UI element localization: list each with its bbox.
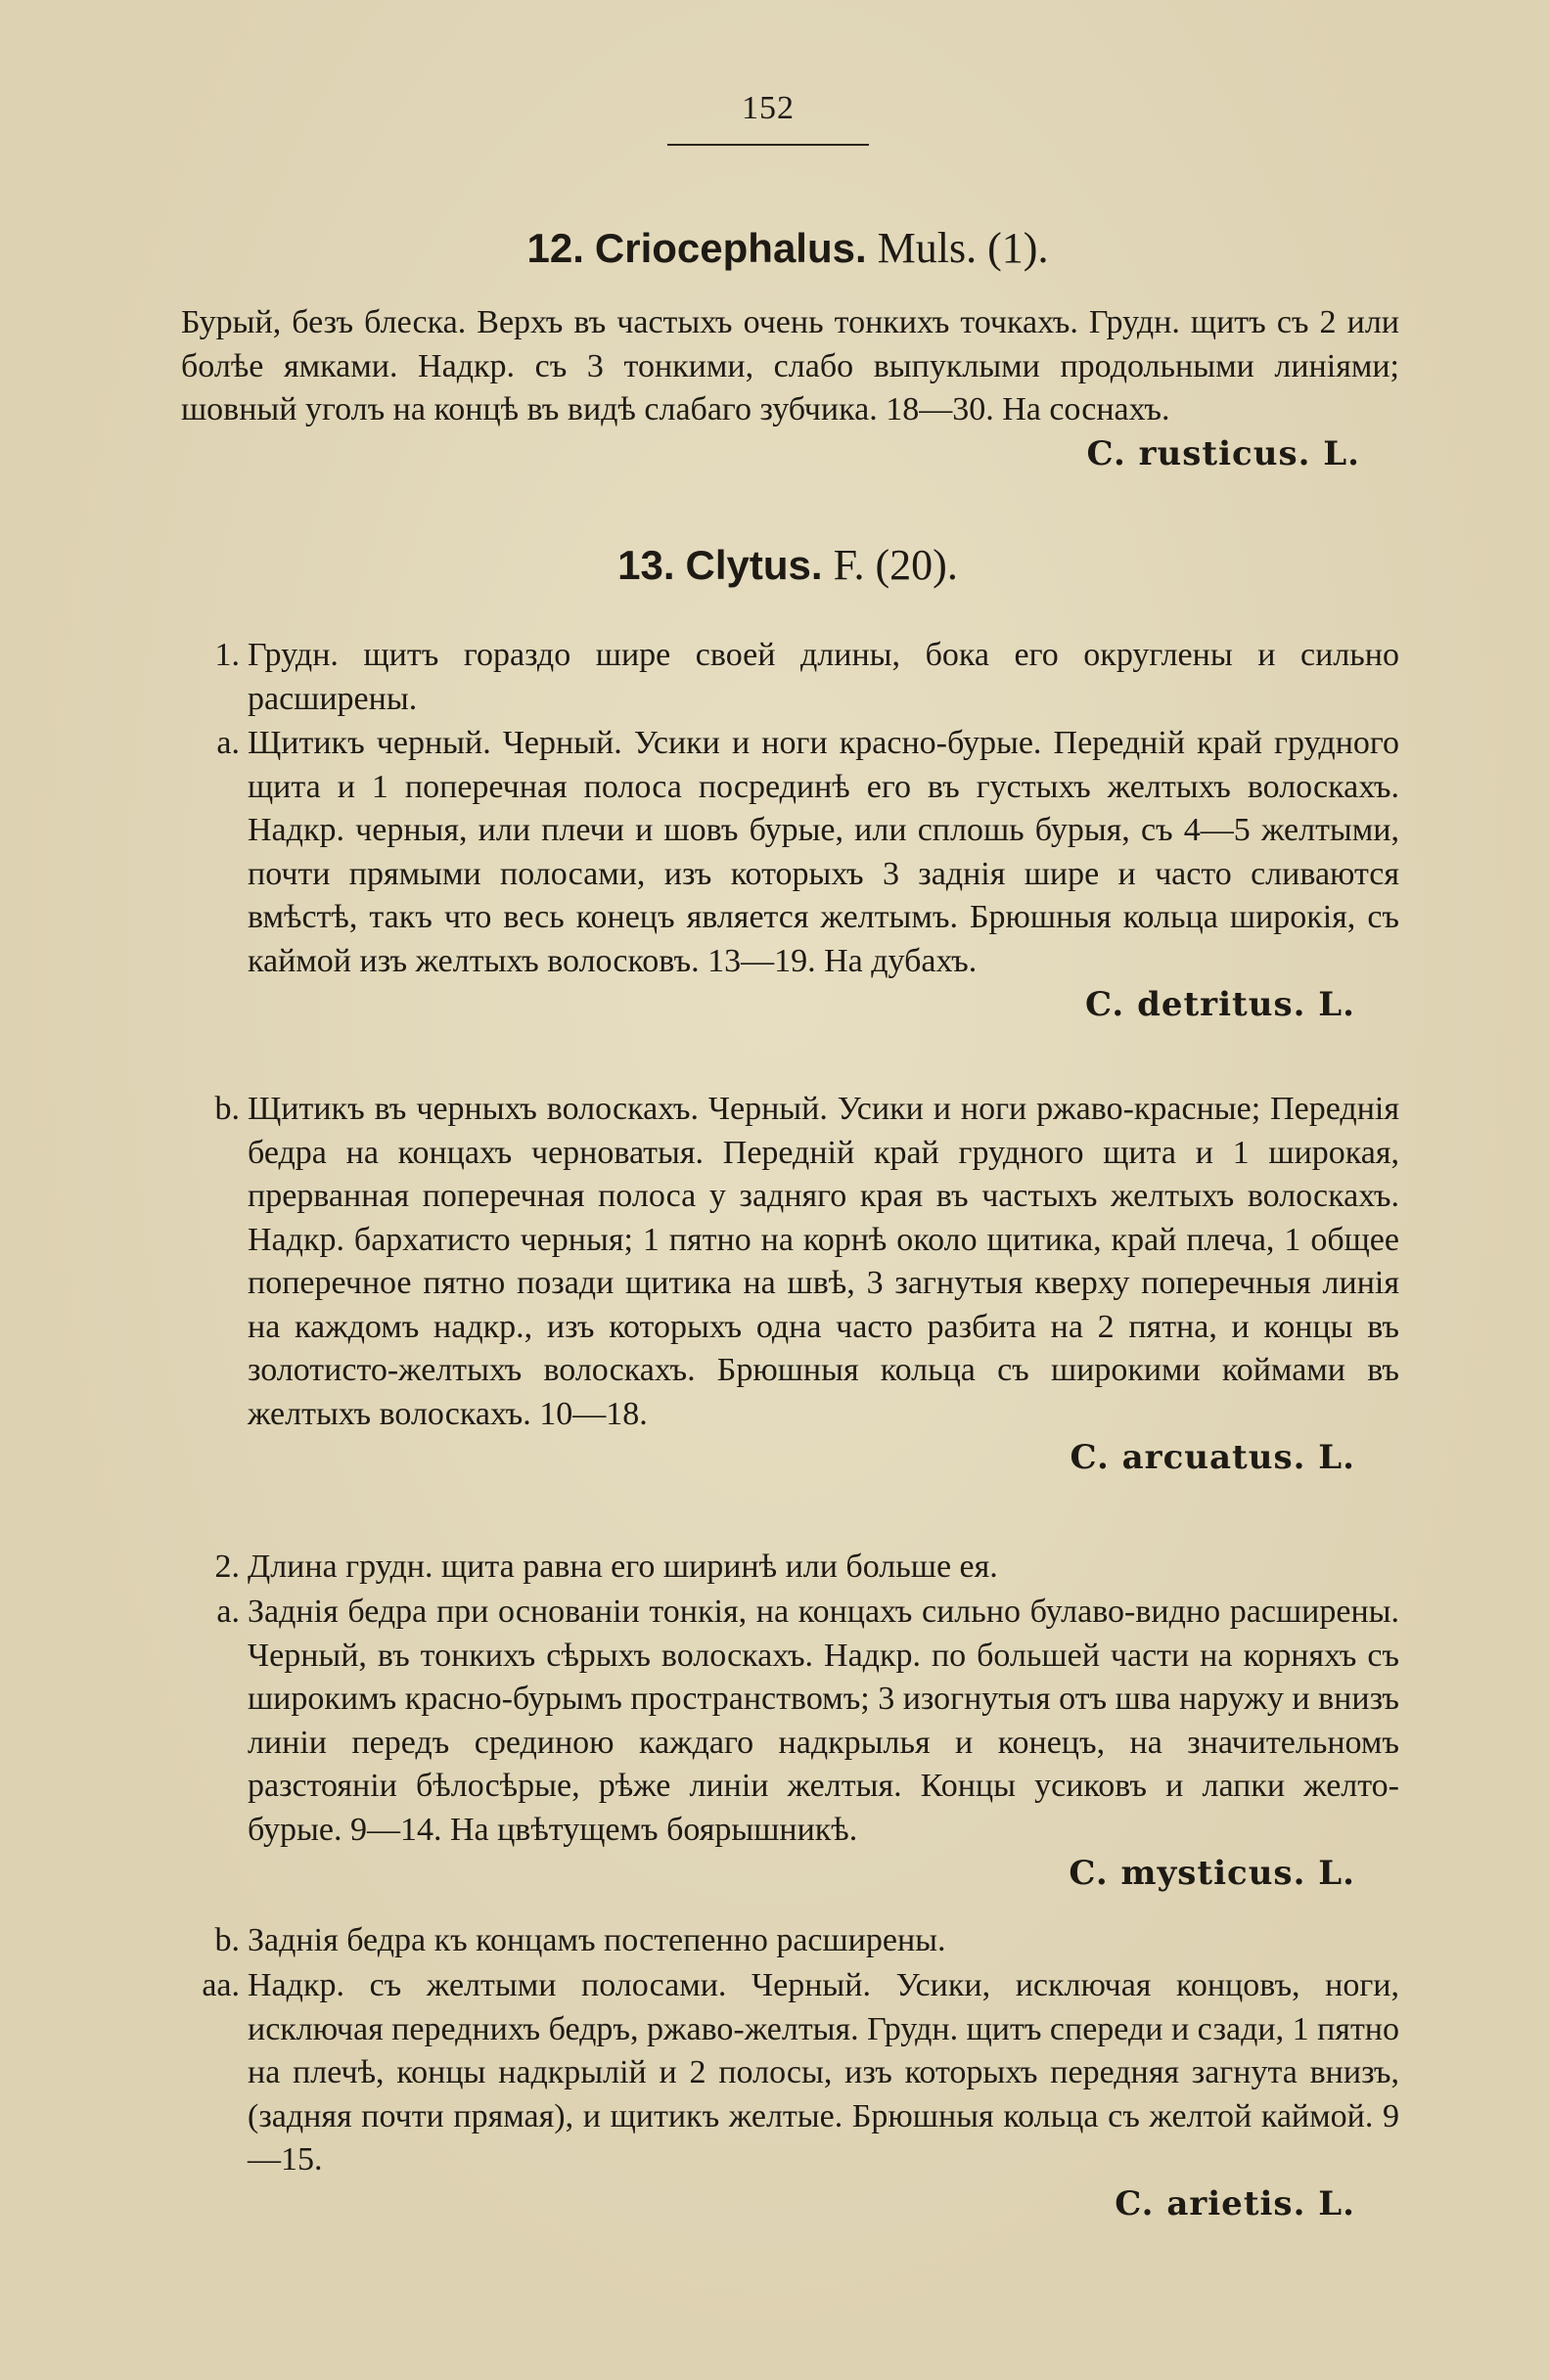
genus-number: 12. [526,225,584,271]
genus-heading-criocephalus [181,223,1394,273]
key-mark: b. [214,1922,240,1958]
species-name: C. arcuatus. L. [1070,1438,1355,1477]
genus-name: Criocephalus. [594,225,867,271]
species-name: C. arietis. L. [1115,2183,1355,2223]
key-text: Заднія бедра къ концамъ постепенно расширены. [248,1922,946,1958]
genus-name: Clytus. [685,542,823,588]
key-item [181,1088,1399,1481]
key-item [181,634,1399,721]
genus-author: F. [833,541,865,589]
genus-species-count: (1). [987,224,1049,272]
key-item [181,722,1399,1028]
species-name: C. rusticus. L. [1086,433,1360,473]
key-mark: b. [214,1091,240,1127]
genus-species-count: (20). [875,541,958,589]
key-mark: a. [216,1594,240,1630]
key-mark: 1. [214,637,240,673]
key-text: Щитикъ черный. Черный. Усики и ноги красно-бурые. Передній край грудного щита и 1 поперечная полоса посрединѣ его въ густыхъ желтыхъ волоскахъ. Надкр. черныя, или плечи и шовъ бурые, или сплошь бурыя, съ 4—5 желтыми, почти прямыми полосами, изъ которыхъ 3 заднія шире и часто сливаются вмѣстѣ, такъ что весь конецъ является желтымъ. Брюшныя кольца широкія, съ каймой изъ желтыхъ волосковъ. 13—19. На дубахъ. [248,725,1399,979]
key-item [181,1964,1399,2226]
page-number: 152 [742,90,795,126]
key-text: Надкр. съ желтыми полосами. Черный. Усики, исключая концовъ, ноги, исключая переднихъ бедръ, ржаво-желтыя. Грудн. щитъ спереди и сзади, 1 пятно на плечѣ, концы надкрылій и 2 полосы, изъ которыхъ передняя загнута внизъ, (задняя почти прямая), и щитикъ желтые. Брюшныя кольца съ желтой каймой. 9—15. [248,1967,1399,2178]
key-item [181,1919,1399,1963]
key-text: Заднія бедра при основаніи тонкія, на концахъ сильно булаво-видно расширены. Черный, въ тонкихъ сѣрыхъ волоскахъ. Надкр. по большей части на корняхъ съ широкимъ красно-бурымъ пространствомъ; 3 изогнутыя отъ шва наружу и внизъ линіи передъ срединою каждаго надкрылья и конецъ, на значительномъ разстояніи бѣлосѣрые, рѣже линіи желтыя. Концы усиковъ и лапки желто-бурые. 9—14. На цвѣтущемъ боярышникѣ. [248,1594,1399,1848]
key-text: Длина грудн. щита равна его ширинѣ или больше ея. [248,1549,998,1585]
page-number-rule [667,144,869,146]
genus-number: 13. [617,542,675,588]
key-mark: 2. [214,1549,240,1585]
species-name: C. mysticus. L. [1069,1854,1355,1893]
key-mark: aa. [202,1967,240,2003]
key-text: Грудн. щитъ гораздо шире своей длины, бока его округлены и сильно расширены. [248,637,1399,717]
key-item [181,1591,1399,1897]
key-text: Щитикъ въ черныхъ волоскахъ. Черный. Усики и ноги ржаво-красные; Переднія бедра на концахъ черноватыя. Передній край грудного щита и 1 широкая, прерванная поперечная полоса у задняго края въ частыхъ желтыхъ волоскахъ. Надкр. бархатисто черныя; 1 пятно на корнѣ около щитика, край плеча, 1 общее поперечное пятно позади щитика на швѣ, 3 загнутыя кверху поперечныя линія на каждомъ надкр., изъ которыхъ одна часто разбита на 2 пятна, и концы въ золотисто-желтыхъ волоскахъ. Брюшныя кольца съ широкими коймами въ желтыхъ волоскахъ. 10—18. [248,1091,1399,1432]
description-text: Бурый, безъ блеска. Верхъ въ частыхъ очень тонкихъ точкахъ. Грудн. щитъ съ 2 или болѣе ямками. Надкр. съ 3 тонкими, слабо выпуклыми продольными линіями; шовный уголъ на концѣ въ видѣ слабаго зубчика. 18—30. На соснахъ. [181,304,1399,427]
genus-heading-clytus [181,540,1394,590]
criocephalus-description [181,301,1399,475]
genus-author: Muls. [877,224,978,272]
key-item [181,1546,1399,1590]
key-mark: a. [216,725,240,761]
species-name: C. detritus. L. [1084,985,1355,1024]
